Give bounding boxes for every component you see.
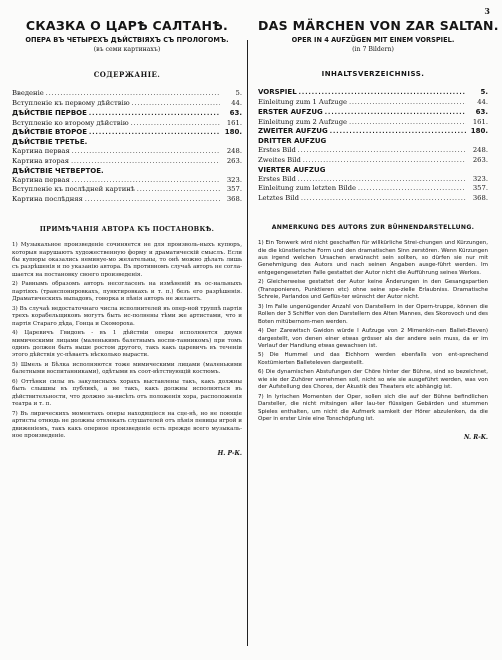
contents-entry-label: ERSTER AUFZUG (258, 107, 323, 116)
contents-entry-page: 161. (472, 117, 488, 126)
note-paragraph: 6) Оттѣнки силы въ закулисныхъ хорахъ выставлены такъ, какъ должны быть слышны въ публикѣ, а не такъ, какъ должны исполняться въ дѣйствительности, что должно за-висѣть отъ положенія хора, расположенія театра и т. п. (12, 378, 242, 408)
contents-entry-page: 63. (475, 107, 488, 116)
contents-entry (258, 118, 488, 128)
contents-entry (12, 147, 242, 157)
contents-entry-label: Вступленіе къ первому дѣйствію (12, 98, 130, 107)
dot-leader (137, 185, 220, 195)
contents-entry-label: Введеніе (12, 89, 44, 97)
dot-leader (85, 195, 220, 205)
dot-leader (330, 127, 466, 137)
contents-entry-page: 368. (226, 195, 242, 204)
contents-entry-page: 248. (472, 146, 488, 155)
contents-entry (12, 99, 242, 109)
note-paragraph: 7) In lyrischen Momenten der Oper, sollen sich die auf der Bühne befindlichen Darsteller, die nicht mitsingen aller lau-ter flüssigen Gebärden und stummen Spieles enthalten, um nicht die Aufmerk samkeit der Hörer abzulenken, da die Oper in erster Linie eine Tonschöpfung ist. (258, 393, 488, 423)
contents-entry-page: 263. (472, 155, 488, 164)
contents-entry (12, 109, 242, 119)
contents-entry-label: Einleitung zum 2 Aufzuge (258, 117, 348, 126)
contents-entry (258, 137, 488, 146)
note-paragraph: 1) Музыкальное произведеніе сочиняется не для произволь-ныхъ купюръ, которыя нарушаютъ художественную форму и драматическій смыслъ. Если бы купюры оказались неминуе-мо желательны, то онѣ можно дѣлать лишь съ разрѣшенія и по указанію автора. Въ противномъ случаѣ авторъ не согла-шается на постановку своего произведенія. (12, 242, 242, 278)
contents-entry-page: 263. (226, 156, 242, 165)
contents-entry-page: 5. (480, 88, 488, 96)
contents-entry-page: 368. (472, 194, 488, 203)
contents-entry-page: 357. (226, 185, 242, 194)
contents-entry-page: 323. (472, 174, 488, 183)
contents-entry (258, 98, 488, 108)
contents-entry-label: DRITTER AUFZUG (258, 137, 327, 146)
russian-subtitle: ОПЕРА ВЪ ЧЕТЫРЕХЪ ДѢЙСТВІЯХЪ СЪ ПРОЛОГОМЪ. (25, 36, 229, 44)
contents-entry (258, 194, 488, 204)
contents-entry-label: Einleitung zum 1 Aufzuge (258, 97, 348, 106)
contents-entry-page: 357. (472, 184, 488, 193)
contents-entry (12, 138, 242, 147)
contents-entry-label: VIERTER AUFZUG (258, 165, 326, 174)
note-paragraph: 4) Царевичъ Гвидонъ - въ 1 дѣйствіи оперы исполняется двумя мимическими лицами (маленькимъ балетнымъ воспи-танникомъ) при томъ одинъ должен быть выше ростом другого, такъ какъ царевичъ въ теченіи этого дѣйствія ус-пѣваетъ нѣсколько вырасти. (12, 330, 242, 359)
contents-entry (258, 166, 488, 175)
page-number: 3 (484, 6, 490, 16)
german-contents-heading: INHALTSVERZEICHNISS. (321, 70, 425, 78)
contents-entry-label: VORSPIEL (258, 88, 297, 96)
contents-entry (258, 184, 488, 194)
german-notes (258, 240, 488, 423)
dot-leader (72, 176, 220, 186)
contents-entry-page: 63. (229, 108, 242, 117)
dot-leader (46, 89, 220, 99)
note-paragraph: 4) Der Zarewitsch Gwidon würde I Aufzuge von 2 Mimenkin-nen Ballet-Eleven) dargestellt, von denen einer etwas grösser als der andere sein muss, da er im Verlauf der Handlung etwas gewachsen ist. (258, 328, 488, 350)
german-notes-heading: ANMERKUNG DES AUTORS ZUR BÜHNENDARSTELLUNG. (271, 224, 475, 232)
contents-entry-page: 44. (477, 97, 488, 106)
contents-entry (12, 167, 242, 176)
contents-entry-page: 44. (231, 98, 242, 107)
russian-column (12, 18, 242, 457)
dot-leader (72, 147, 220, 157)
contents-entry-page: 323. (226, 175, 242, 184)
contents-entry-page: 180. (224, 128, 242, 137)
contents-entry-label: Вступленіе къ послѣдней картинѣ (12, 185, 135, 194)
contents-entry (258, 146, 488, 156)
russian-notes-heading: ПРИМѢЧАНІЯ АВТОРА КЪ ПОСТАНОВКѢ. (39, 225, 215, 234)
contents-entry-label: ZWEITER AUFZUG (258, 127, 328, 136)
contents-entry-label: ДѢЙСТВІЕ ВТОРОЕ (12, 128, 87, 137)
russian-contents-heading: СОДЕРЖАНІЕ. (93, 70, 161, 79)
german-title: DAS MÄRCHEN VON ZAR SALTAN. (258, 18, 499, 33)
contents-entry (258, 127, 488, 137)
dot-leader (301, 194, 466, 204)
dot-leader (349, 98, 466, 108)
russian-scene-count: (въ семи картинахъ) (93, 46, 161, 53)
contents-entry (258, 156, 488, 166)
dot-leader (298, 175, 466, 185)
russian-notes (12, 242, 242, 440)
contents-entry-label: Картина первая (12, 147, 70, 156)
dot-leader (349, 118, 466, 128)
contents-entry (258, 88, 488, 98)
contents-entry-label: ДѢЙСТВІЕ ТРЕТЬЕ. (12, 138, 88, 147)
german-scene-count: (in 7 Bildern) (352, 46, 394, 53)
contents-entry (258, 175, 488, 185)
contents-entry-page: 5. (235, 89, 242, 97)
note-paragraph: 5) Die Hummel und das Eichhorn werden ebenfalls von ent-sprechend Kostümierten Balleteleven dargestellt. (258, 352, 488, 366)
dot-leader (89, 109, 220, 119)
dot-leader (132, 99, 220, 109)
contents-entry (12, 157, 242, 167)
contents-entry-label: Картина послѣдняя (12, 195, 83, 204)
russian-title: СКАЗКА О ЦАРѢ САЛТАНѢ. (25, 18, 229, 33)
contents-entry-label: ДѢЙСТВІЕ ПЕРВОЕ (12, 108, 87, 117)
contents-entry-label: Einleitung zum letzten Bilde (258, 184, 356, 193)
german-signature: N. R-K. (463, 433, 488, 441)
contents-entry (12, 119, 242, 129)
dot-leader (131, 119, 220, 129)
contents-entry-label: Letztes Bild (258, 194, 299, 203)
contents-entry-page: 248. (226, 147, 242, 156)
contents-entry-label: Картина первая (12, 175, 70, 184)
note-paragraph: 5) Шмель и Бѣлка исполняются тоже мимическими лицами (маленькими балетными воспитанниками), одѣтыми въ соот-вѣтствующій костюмъ. (12, 361, 242, 376)
dot-leader (298, 146, 466, 156)
dot-leader (89, 128, 220, 138)
russian-signature: Н. Р-К. (217, 450, 242, 458)
note-paragraph: 2) Равнымъ образомъ авторъ несогласенъ на измѣненій въ ос-нальныхъ партіяхъ (транспонировкахъ, пунктировкахъ и т. п.) безъ его разрѣшенія. Драматическихъ выпадовъ, говорка и пѣнія авторъ не желаетъ. (12, 281, 242, 303)
note-paragraph: 2) Gleicherweise gestattet der Autor keine Änderungen in den Gesangspartien (Transponieren, Punktieren etc) ohne seine spe-zielle Erlaubniss. Dramatische Schreie, Parlandos und Geflüs-ter wünscht der Autor nicht. (258, 279, 488, 301)
german-column (258, 18, 499, 441)
note-paragraph: 6) Die dynamischen Abstufungen der Chöre hinter der Bühne, sind so bezeichnet, wie sie der Zuhörer vernehmen soll, nicht so wie sie ausgeführt werden, was von der Aufstellung des Chores, der Akustik des Theaters etc abhängig ist. (258, 369, 488, 391)
dot-leader (303, 156, 466, 166)
contents-entry (12, 176, 242, 186)
dot-leader (358, 184, 466, 194)
contents-entry-label: Erstes Bild (258, 174, 296, 183)
note-paragraph: 1) Ein Tonwerk wird nicht geschaffen für willkürliche Strei-chungen und Kürzungen, die die künstlerische Form und den dramatischen Sinn zerstören. Wenn Kürzungen aus irgend welchen Ursachen erwünscht sein sollten, so dürfen sie nur mit Genehmigung des Autors und nach seinen Angaben ausge-führt werden. Im entgegengesetzten Falle gestattet der Autor nicht die Aufführung seines Werkes. (258, 240, 488, 276)
note-paragraph: 3) Im Falle ungenügender Anzahl von Darstellern in der Opern-truppe, können die Rollen der 3 Schiffer von den Darstellern des Alten Mannes, des Skorovoch und des Boten mitübernom-men werden. (258, 303, 488, 325)
contents-entry-page: 180. (470, 127, 488, 136)
contents-entry-label: Erstes Bild (258, 146, 296, 155)
contents-entry-page: 161. (226, 118, 242, 127)
contents-entry-label: Картина вторая (12, 156, 70, 165)
dot-leader (299, 88, 466, 98)
note-paragraph: 3) Въ случаѣ недостаточнаго числа исполнителей въ опер-ной труппѣ партія трехъ корабельщиковъ могутъ быть ис-полнены тѣми же артистами, что и партія Стараго дѣда, Гонца и Скомороха. (12, 305, 242, 327)
contents-entry-label: Zweites Bild (258, 155, 301, 164)
dot-leader (71, 157, 220, 167)
contents-entry (12, 89, 242, 99)
contents-entry (12, 185, 242, 195)
contents-entry (12, 195, 242, 205)
contents-entry-label: Вступленіе ко второму дѣйствію (12, 118, 129, 127)
german-subtitle: OPER IN 4 AUFZÜGEN MIT EINEM VORSPIEL. (291, 36, 455, 44)
column-divider (247, 40, 248, 646)
german-contents-list (258, 88, 488, 204)
contents-entry (258, 108, 488, 118)
russian-contents-list (12, 89, 242, 205)
contents-entry (12, 128, 242, 138)
contents-entry-label: ДѢЙСТВІЕ ЧЕТВЕРТОЕ. (12, 166, 104, 175)
note-paragraph: 7) Въ лирическихъ моментахъ оперы находящіеся на сце-нѣ, но не поющіе артисты отнюдь не должны отвлекать слушателей отъ пѣнія певицы игрой и движеніемъ, такъ какъ оперное произведеніе есть прежде всего музыкаль-ное произведеніе. (12, 410, 242, 439)
dot-leader (325, 108, 466, 118)
